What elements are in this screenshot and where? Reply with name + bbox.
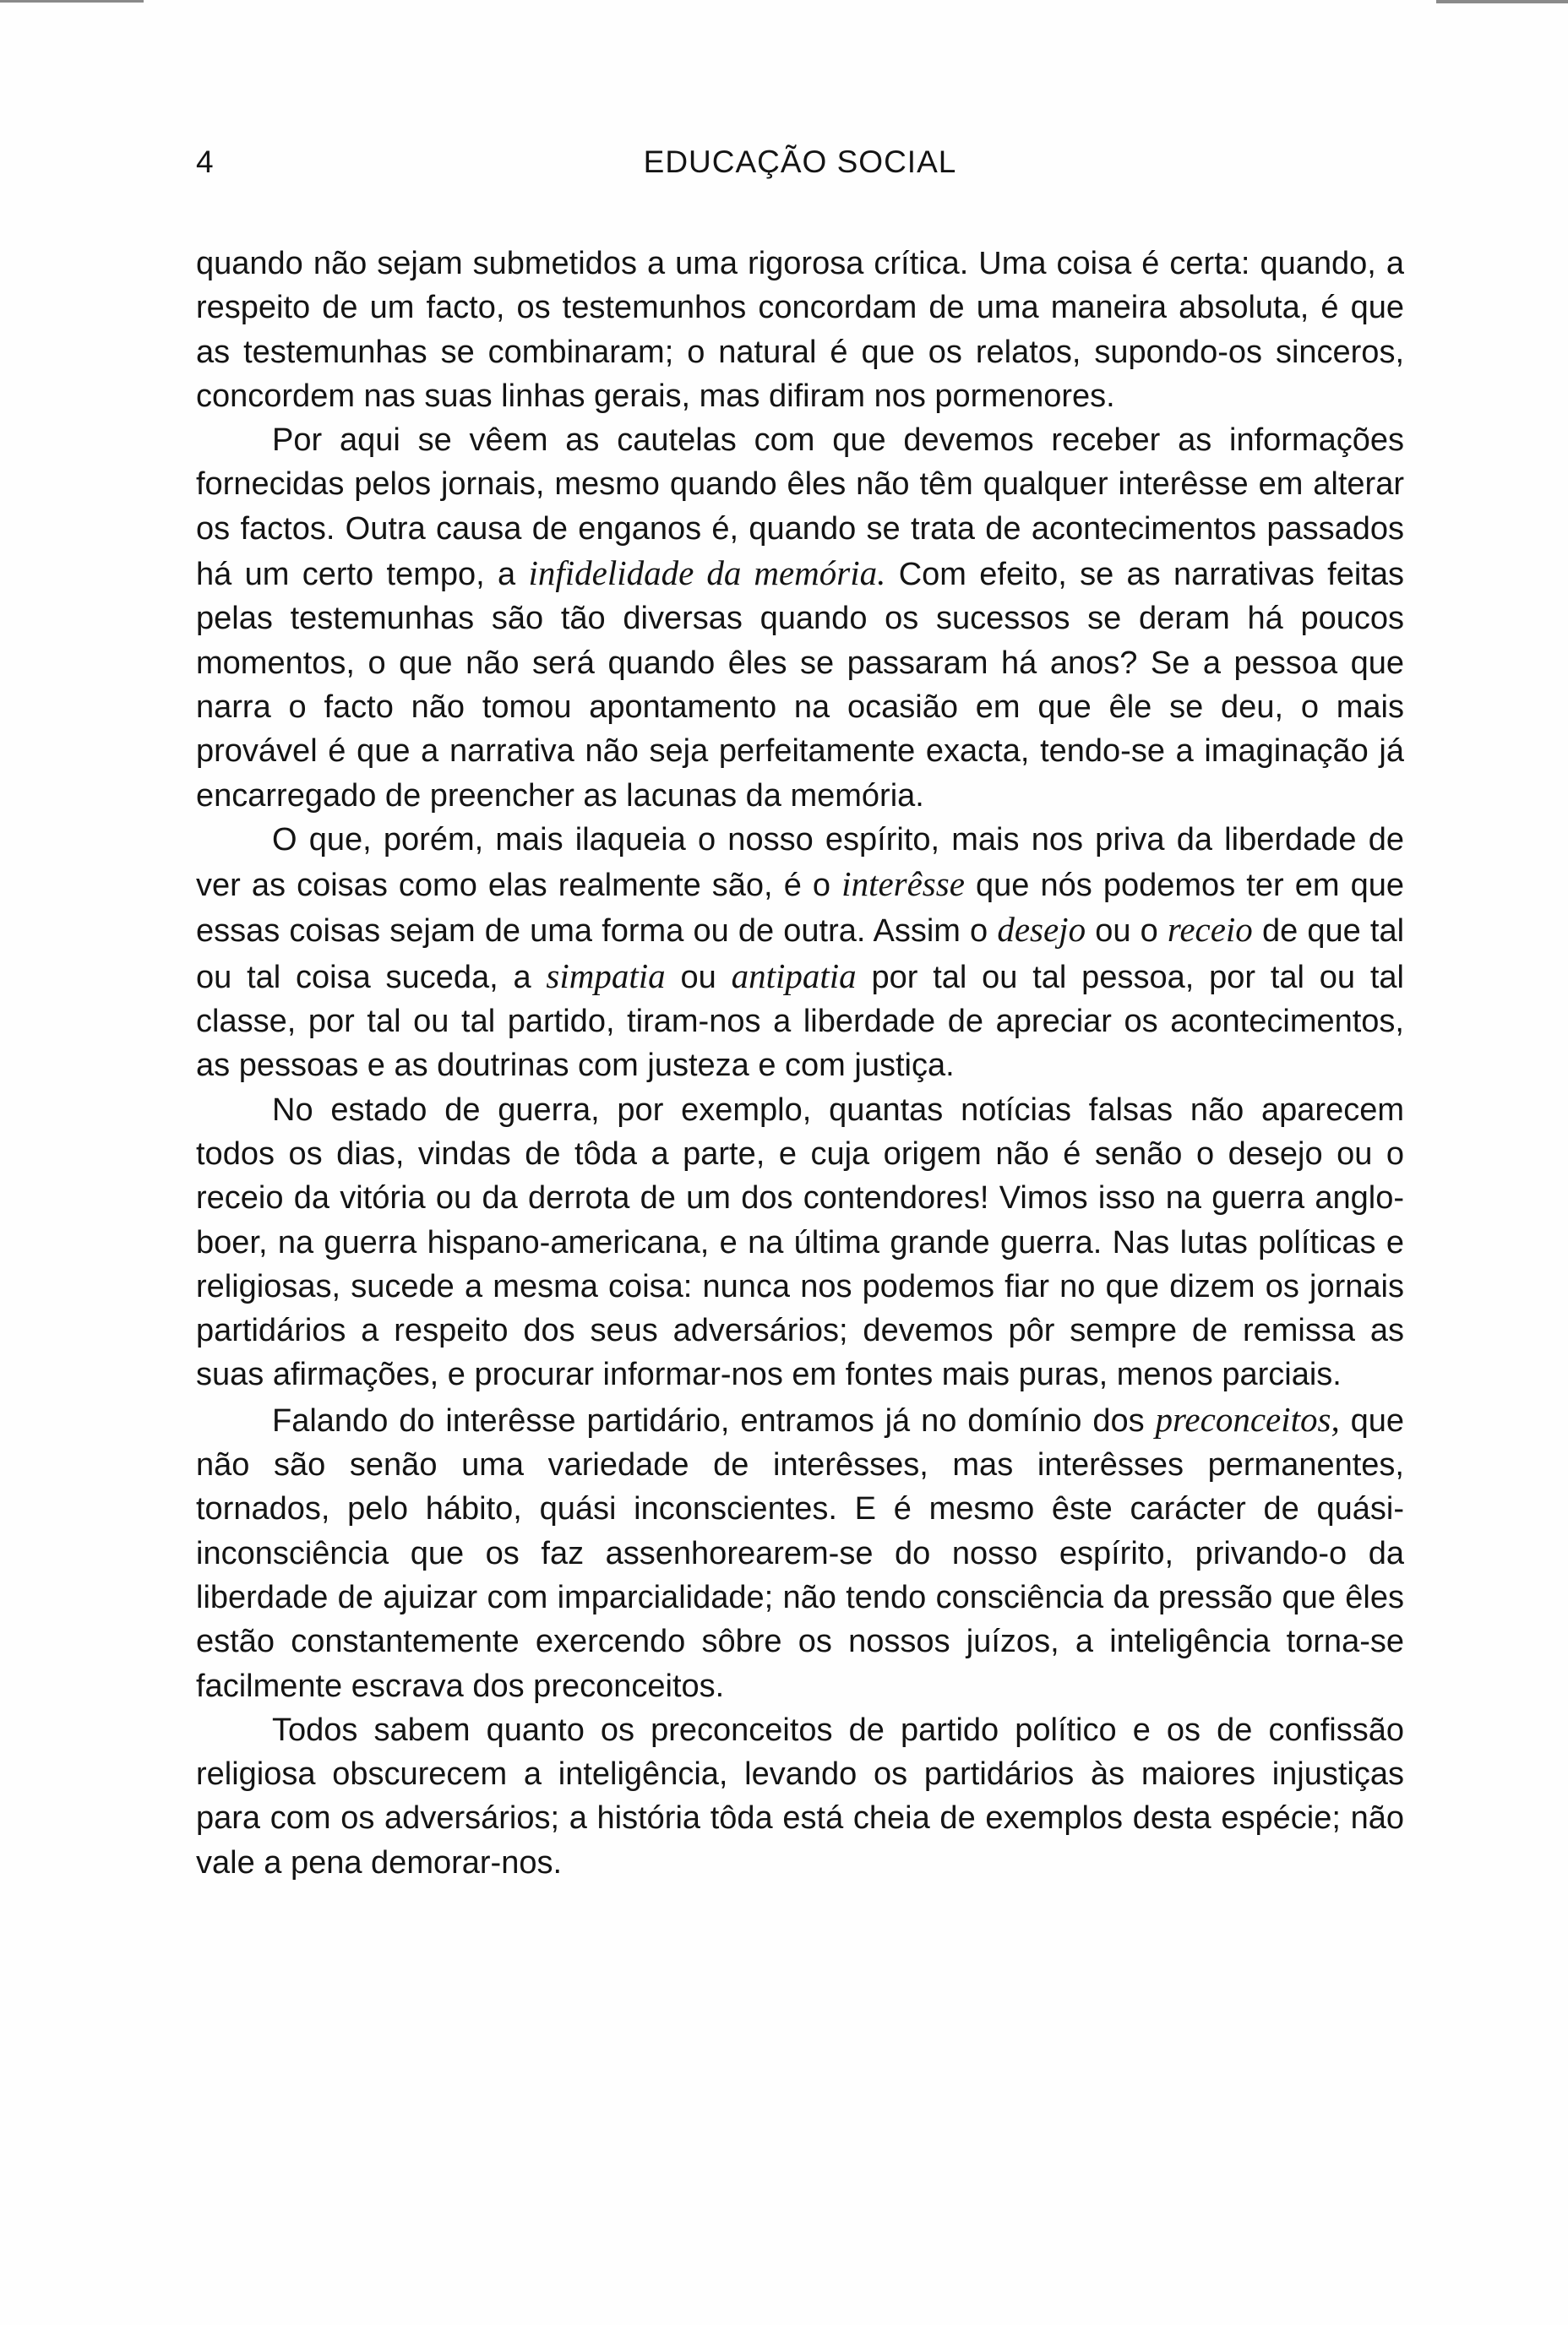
text-run: ou o xyxy=(1086,913,1168,950)
italic-term: desejo xyxy=(997,910,1086,950)
text-run: quando não sejam submetidos a uma rigorosa crítica. Uma coisa é certa: quando, a respeito de um facto, os testemunhos concordam de uma maneira absoluta, é que as testemunhas se combinaram; o natural é que os relatos, supondo-os sinceros, concordem nas suas linhas gerais, mas difiram nos pormenores. xyxy=(196,246,1404,414)
paragraph xyxy=(196,1088,1404,1397)
italic-term: receio xyxy=(1167,910,1253,950)
italic-term: interêsse xyxy=(841,864,965,904)
page-number: 4 xyxy=(196,144,215,179)
paragraph xyxy=(196,818,1404,1088)
body-text xyxy=(196,242,1404,1885)
text-run: que não são senão uma variedade de interêsses, mas interêsses permanentes, tornados, pelo hábito, quási inconscientes. E é mesmo êste carácter de quási-inconsciência que os faz assenhorearem-se do nosso espírito, privando-o da liberdade de ajuizar com imparcialidade; não tendo consciência da pressão que êles estão constantemente exercendo sôbre os nossos juízos, a inteligência torna-se facilmente escrava dos preconceitos. xyxy=(196,1402,1404,1704)
text-run: que nós podemos ter em que essas coisas sejam de uma forma ou de outra. Assim o xyxy=(196,868,1405,950)
text-run: Falando do interêsse partidário, entramos já no domínio dos xyxy=(272,1402,1156,1439)
italic-term: infidelidade da memória. xyxy=(528,553,886,593)
paragraph xyxy=(196,1397,1404,1708)
text-run: ou xyxy=(665,959,732,995)
italic-term: simpatia xyxy=(546,956,666,995)
running-title: EDUCAÇÃO SOCIAL xyxy=(643,144,957,179)
text-run: por tal ou tal pessoa, por tal ou tal classe, por tal ou tal partido, tiram-nos a liberdade de apreciar os acontecimentos, as pessoas e as doutrinas com justeza e com justiça. xyxy=(196,959,1404,1084)
italic-term: preconceitos, xyxy=(1155,1399,1340,1439)
text-run: O que, porém, mais ilaqueia o nosso espírito, mais nos priva da liberdade de ver as coisas como elas realmente são, é o xyxy=(196,821,1404,904)
paragraph xyxy=(196,242,1404,418)
italic-term: antipatia xyxy=(731,956,857,995)
text-run: de que tal ou tal coisa suceda, a xyxy=(196,913,1405,995)
text-run: No estado de guerra, por exemplo, quantas notícias falsas não aparecem todos os dias, vindas de tôda a parte, e cuja origem não é senão o desejo ou o receio da vitória ou da derrota de um dos contendores! Vimos isso na guerra anglo-boer, na guerra hispano-americana, e na última grande guerra. Nas lutas políticas e religiosas, sucede a mesma coisa: nunca nos podemos fiar no que dizem os jornais partidários a respeito dos seus adversários; devemos pôr sempre de remissa as suas afirmações, e procurar informar-nos em fontes mais puras, menos parciais. xyxy=(196,1092,1404,1393)
scan-edge-mark-top-left xyxy=(0,0,144,3)
paragraph xyxy=(196,1708,1404,1885)
scan-edge-mark-top-right xyxy=(1436,0,1568,3)
text-run: Com efeito, se as narrativas feitas pelas testemunhas são tão diversas quando os sucessos se deram há poucos momentos, o que não será quando êles se passaram há anos? Se a pessoa que narra o facto não tomou apontamento na ocasião em que êle se deu, o mais provável é que a narrativa não seja perfeitamente exacta, tendo-se a imaginação já encarregado de preencher as lacunas da memória. xyxy=(196,557,1404,814)
paragraph xyxy=(196,418,1404,818)
running-head xyxy=(196,140,1404,184)
text-run: Todos sabem quanto os preconceitos de partido político e os de confissão religiosa obscurecem a inteligência, levando os partidários às maiores injustiças para com os adversários; a história tôda está cheia de exemplos desta espécie; não vale a pena demorar-nos. xyxy=(196,1712,1404,1881)
text-run: Por aqui se vêem as cautelas com que devemos receber as informações fornecidas pelos jornais, mesmo quando êles não têm qualquer interêsse em alterar os factos. Outra causa de enganos é, quando se trata de acontecimentos passados há um certo tempo, a xyxy=(196,422,1404,593)
